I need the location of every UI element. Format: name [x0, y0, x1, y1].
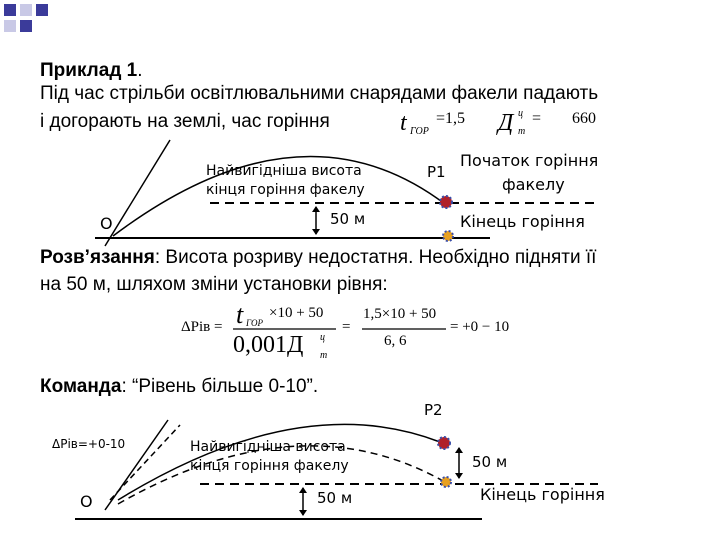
f1-eq2: =: [532, 110, 542, 127]
command-line: [40, 375, 318, 398]
d1-flare-end-icon: [443, 231, 453, 241]
f1-gor: ГОР: [410, 126, 429, 137]
f2-num-gor: ГОР: [246, 318, 263, 328]
solution-line-1: [40, 246, 596, 269]
f2-num-t: t: [236, 300, 244, 329]
problem-line-1: Під час стрільби освітлювальними снарядами факели падають: [40, 83, 599, 104]
f2-den-c: ц: [320, 332, 325, 343]
d1-launch-line: [105, 140, 170, 246]
f1-val: 660: [572, 110, 596, 127]
d1-height-label: 50 м: [330, 210, 366, 228]
d2-flare-end-icon: [441, 477, 451, 487]
d1-arrow-down: [312, 229, 320, 235]
f2-num2: 1,5×10 + 50: [363, 306, 437, 322]
d2-burst-icon: [438, 437, 450, 449]
example-title-dot: .: [137, 60, 143, 81]
solution-bold: Розв’язання: [40, 247, 155, 268]
f1-eq1: =1,5: [436, 110, 466, 127]
d2-delta-label: ΔРів=+0-10: [52, 437, 126, 451]
d2-p-label: Р2: [424, 401, 443, 419]
solution-rest: : Висота розриву недостатня. Необхідно підняти її: [154, 247, 597, 268]
d2-upper-arrow-down: [455, 473, 463, 479]
d1-burst-start-icon: [440, 196, 452, 208]
d2-end-label: Кінець горіння: [480, 485, 605, 504]
f2-result: = +0 − 10: [450, 319, 510, 335]
d2-upper-arrow-up: [455, 447, 463, 453]
f2-lhs: ΔРів =: [181, 319, 223, 335]
f1-T: т: [518, 126, 526, 137]
d2-arc-label-2: кінця горіння факелу: [190, 458, 349, 474]
problem-line-2: і догорають на землі, час горіння: [40, 111, 330, 132]
d1-arc-label-2: кінця горіння факелу: [206, 182, 365, 198]
d1-arrow-up: [312, 206, 320, 212]
d1-arc-label-1: Найвигідніша висота: [206, 163, 362, 179]
command-rest: : “Рівень більше 0-10”.: [121, 376, 319, 397]
command-bold: Команда: [40, 376, 122, 397]
solution-line-2: на 50 м, шляхом зміни установки рівня:: [40, 274, 388, 295]
d1-p-label: Р1: [427, 163, 446, 181]
f1-D: Д: [498, 110, 514, 136]
f2-den2: 6, 6: [384, 333, 407, 349]
f1-t: t: [400, 110, 407, 136]
d2-lower-arrow-up: [299, 487, 307, 493]
d2-launch-line: [105, 420, 168, 510]
d1-start-label-2: факелу: [502, 175, 565, 194]
d1-start-label-1: Початок горіння: [460, 151, 599, 170]
f2-den: 0,001Д: [233, 332, 304, 358]
example-title-bold: Приклад 1: [40, 60, 138, 81]
d2-arc-label-1: Найвигідніша висота: [190, 439, 346, 455]
d2-lower-arrow-down: [299, 510, 307, 516]
f2-eq: =: [342, 319, 351, 335]
d1-origin-label: О: [100, 214, 113, 233]
f1-c: ц: [518, 108, 523, 119]
d2-height-label-lower: 50 м: [317, 489, 353, 507]
d2-height-label-upper: 50 м: [472, 453, 508, 471]
f2-den-T: т: [320, 350, 328, 361]
d2-origin-label: О: [80, 492, 93, 511]
d1-end-label: Кінець горіння: [460, 212, 585, 231]
f2-num-rest: ×10 + 50: [269, 305, 324, 321]
